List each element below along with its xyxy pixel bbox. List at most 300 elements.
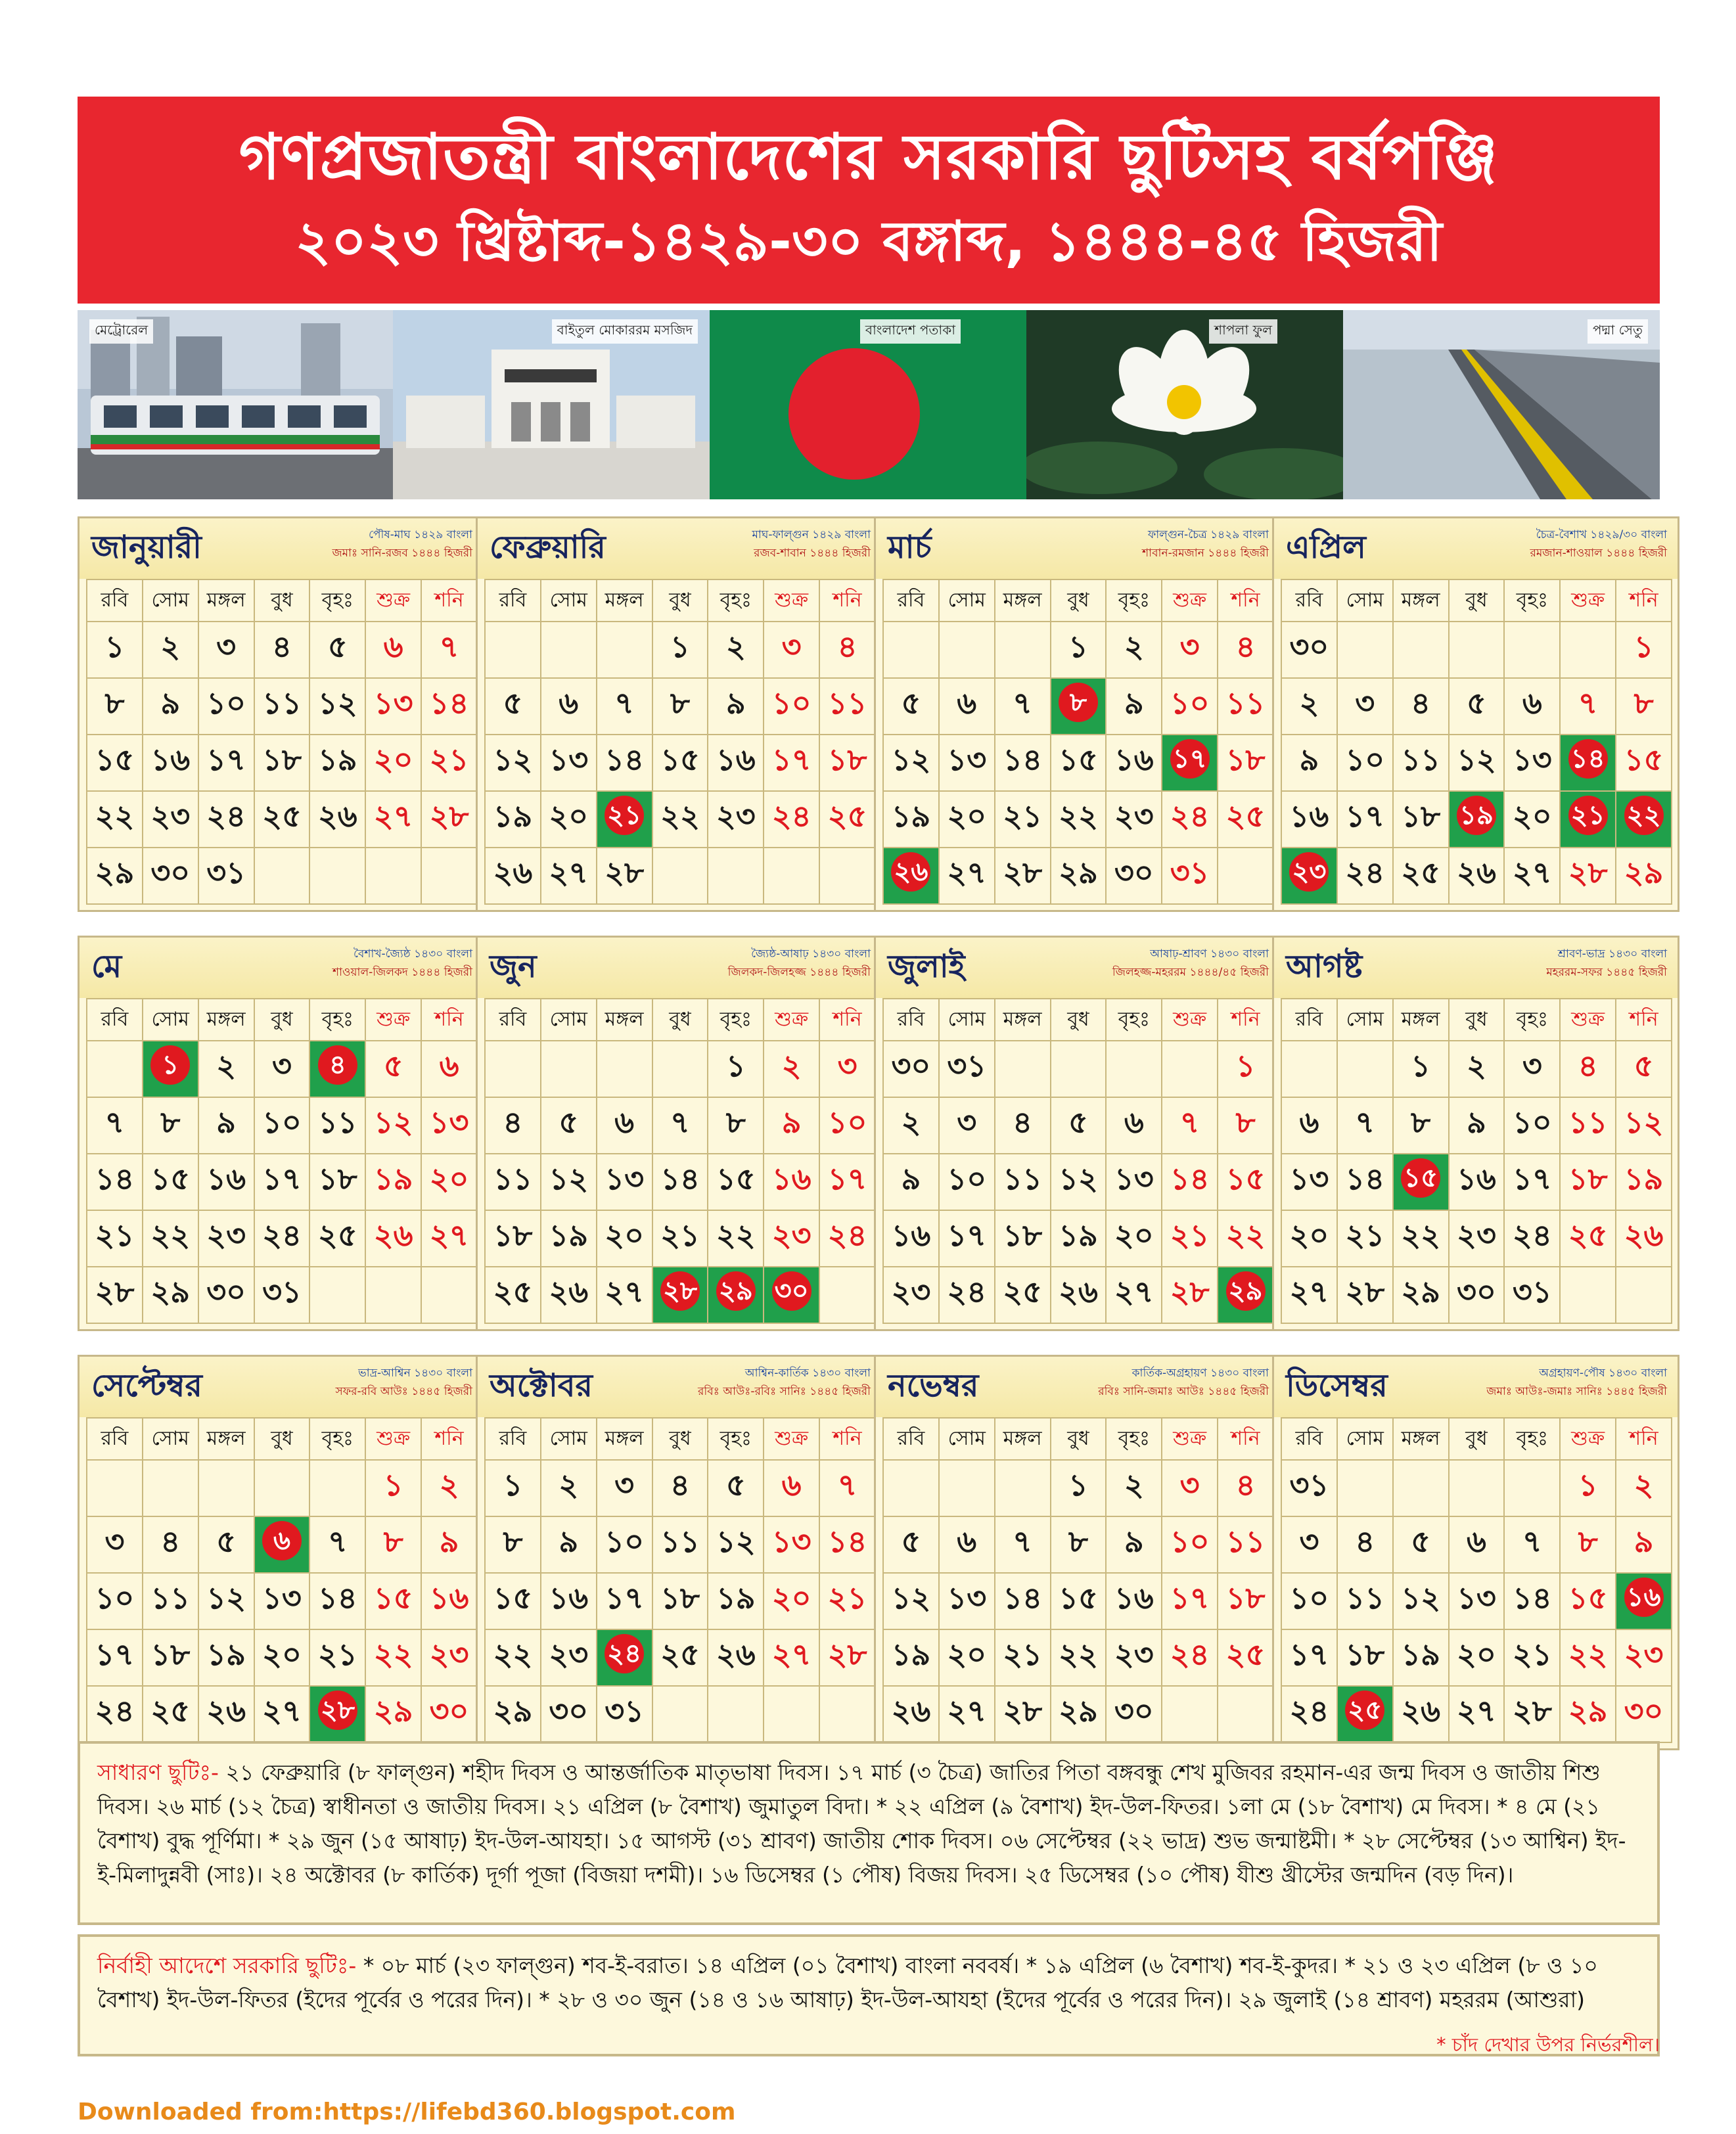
day-number: ২৫	[827, 798, 867, 834]
day-number: ১	[104, 629, 125, 665]
day-number: ১৭	[1170, 739, 1210, 779]
day-cell	[1393, 1460, 1449, 1516]
day-cell	[1106, 678, 1162, 735]
day-cell	[87, 735, 143, 791]
weekday-header: বুধ	[1051, 999, 1107, 1041]
day-cell	[1616, 735, 1672, 791]
day-cell	[87, 622, 143, 678]
day-number: ৯	[901, 1161, 921, 1197]
day-cell	[421, 1573, 477, 1629]
day-cell	[652, 1686, 708, 1742]
day-cell	[1560, 1267, 1616, 1323]
day-number: ৭	[1013, 685, 1033, 721]
day-number: ১	[1068, 1467, 1088, 1503]
weekday-header: শুক্র	[1162, 999, 1218, 1041]
day-cell	[87, 1686, 143, 1742]
day-number: ৫	[725, 1467, 746, 1503]
day-cell	[1504, 1573, 1560, 1629]
day-number: ৯	[1124, 1524, 1144, 1560]
day-cell	[1162, 1686, 1218, 1742]
day-number: ২৪	[605, 1634, 644, 1673]
day-number: ৭	[1355, 1104, 1375, 1141]
day-cell	[198, 1516, 254, 1573]
day-cell	[995, 622, 1051, 678]
day-cell	[1106, 1097, 1162, 1154]
day-number: ২১	[660, 1217, 700, 1254]
day-number: ২৮	[1512, 1693, 1552, 1729]
day-cell	[1218, 1686, 1273, 1742]
day-cell	[421, 1097, 477, 1154]
day-cell	[1560, 1516, 1616, 1573]
day-number: ২৬	[1624, 1217, 1664, 1254]
day-cell	[198, 1210, 254, 1267]
day-number: ৩১	[206, 855, 246, 890]
day-number: ১৯	[716, 1580, 756, 1616]
day-number: ২৬	[206, 1693, 246, 1729]
day-cell	[309, 1686, 365, 1742]
day-cell	[143, 1460, 198, 1516]
day-cell	[883, 1210, 939, 1267]
day-cell	[254, 1573, 310, 1629]
day-number: ১০	[95, 1580, 135, 1616]
day-cell	[198, 791, 254, 848]
day-cell	[1393, 1629, 1449, 1686]
month-card	[1272, 936, 1679, 1331]
weekday-header: রবি	[1281, 999, 1337, 1041]
day-number: ২৯	[95, 855, 135, 890]
day-table	[882, 998, 1274, 1324]
weekday-header: শনি	[1616, 579, 1672, 622]
day-cell	[1218, 1041, 1273, 1097]
day-number: ২৩	[891, 1274, 931, 1309]
month-name: অক্টোবর	[490, 1367, 593, 1404]
day-number: ২০	[549, 798, 589, 834]
day-cell	[652, 848, 708, 904]
day-cell	[1162, 1154, 1218, 1210]
day-cell	[143, 1267, 198, 1323]
day-number: ১৯	[317, 742, 357, 778]
day-number: ১৮	[262, 742, 302, 778]
day-number: ২৫	[317, 1217, 357, 1254]
day-number: ২৭	[947, 1693, 987, 1729]
day-number: ২৯	[1624, 855, 1664, 890]
day-cell	[143, 1686, 198, 1742]
title-banner	[78, 97, 1660, 304]
day-number: ৩	[781, 629, 802, 665]
day-cell	[1616, 1097, 1672, 1154]
day-cell	[1393, 1097, 1449, 1154]
day-number: ৪	[670, 1467, 690, 1503]
day-cell	[254, 1154, 310, 1210]
day-cell	[254, 735, 310, 791]
day-number: ১১	[317, 1104, 357, 1141]
day-cell	[1051, 1573, 1107, 1629]
day-number: ২১	[1512, 1637, 1552, 1673]
month-hijri-range: রবিঃ আউঃ-রবিঃ সানিঃ ১৪৪৫ হিজরী	[698, 1385, 871, 1398]
day-number: ১৫	[1225, 1161, 1266, 1197]
month-name: নভেম্বর	[888, 1367, 979, 1404]
day-number: ৬	[957, 1524, 977, 1560]
day-cell	[939, 1154, 995, 1210]
day-cell	[485, 1267, 541, 1323]
weekday-header: মঙ্গল	[597, 999, 652, 1041]
weekday-header: শনি	[421, 579, 477, 622]
day-number: ৩১	[947, 1048, 987, 1084]
day-cell	[1616, 848, 1672, 904]
day-number: ৫	[1467, 685, 1486, 721]
day-cell	[485, 1516, 541, 1573]
month-hijri-range: রমজান-শাওয়াল ১৪৪৪ হিজরী	[1530, 547, 1667, 560]
day-cell	[541, 1460, 597, 1516]
day-number: ১৫	[1059, 1580, 1098, 1616]
day-cell	[143, 791, 198, 848]
day-cell	[883, 791, 939, 848]
day-number: ১২	[317, 685, 357, 721]
weekday-header: মঙ্গল	[597, 579, 652, 622]
day-cell	[819, 735, 875, 791]
day-cell	[421, 735, 477, 791]
day-number: ১৯	[1401, 1637, 1440, 1673]
day-cell	[708, 848, 764, 904]
day-cell	[1560, 735, 1616, 791]
day-number: ২	[901, 1104, 921, 1141]
day-cell	[421, 848, 477, 904]
day-number: ২৮	[1003, 855, 1042, 890]
day-cell	[1616, 791, 1672, 848]
day-number: ১৫	[1624, 742, 1664, 778]
day-cell	[819, 1210, 875, 1267]
day-cell	[995, 1573, 1051, 1629]
day-number: ২৭	[1114, 1274, 1154, 1309]
weekday-header: মঙ্গল	[1393, 579, 1449, 622]
day-number: ১১	[827, 685, 867, 721]
month-card	[78, 936, 485, 1331]
day-number: ১	[725, 1048, 746, 1084]
day-cell	[421, 1210, 477, 1267]
day-number: ৩০	[1114, 1693, 1154, 1729]
day-cell	[1162, 1629, 1218, 1686]
weekday-header: রবি	[1281, 579, 1337, 622]
weekday-header: শনি	[1616, 999, 1672, 1041]
day-number: ২৬	[373, 1217, 413, 1254]
day-number: ৩	[614, 1467, 635, 1503]
day-cell	[995, 678, 1051, 735]
day-number: ১৯	[891, 798, 931, 834]
day-number: ১	[1411, 1048, 1431, 1084]
day-cell	[485, 1154, 541, 1210]
day-cell	[597, 622, 652, 678]
day-cell	[1051, 848, 1107, 904]
day-number: ১০	[605, 1524, 644, 1560]
day-cell	[708, 1516, 764, 1573]
day-cell	[995, 848, 1051, 904]
day-number: ১৪	[1345, 1161, 1385, 1197]
day-number: ৬	[1466, 1524, 1486, 1560]
day-cell	[1218, 1097, 1273, 1154]
day-cell	[541, 1629, 597, 1686]
month-hijri-range: সফর-রবি আউঃ ১৪৪৫ হিজরী	[335, 1385, 472, 1398]
day-number: ১৬	[771, 1161, 811, 1197]
day-number: ১২	[1401, 1580, 1440, 1616]
month-name: সেপ্টেম্বর	[91, 1367, 202, 1404]
day-number: ৩	[104, 1524, 125, 1560]
day-cell	[1393, 1210, 1449, 1267]
weekday-header: মঙ্গল	[1393, 1418, 1449, 1460]
day-cell	[87, 1516, 143, 1573]
month-bangla-range: ভাদ্র-আশ্বিন ১৪৩০ বাংলা	[358, 1367, 472, 1380]
day-cell	[198, 1460, 254, 1516]
day-number: ৯	[725, 685, 746, 721]
day-number: ২৫	[1225, 1637, 1266, 1673]
weekday-header: রবি	[1281, 1418, 1337, 1460]
day-cell	[421, 678, 477, 735]
day-cell	[309, 1267, 365, 1323]
day-number: ৪	[160, 1524, 181, 1560]
day-cell	[883, 1460, 939, 1516]
day-cell	[485, 735, 541, 791]
day-number: ১৬	[716, 742, 756, 778]
weekday-header: বুধ	[1449, 579, 1505, 622]
weekday-header: রবি	[485, 999, 541, 1041]
day-number: ২৯	[373, 1693, 413, 1729]
day-cell	[365, 1097, 421, 1154]
day-cell	[1337, 1097, 1393, 1154]
day-cell	[541, 1097, 597, 1154]
month-name: ফেব্রুয়ারি	[490, 529, 606, 566]
weekday-header: সোম	[939, 579, 995, 622]
day-number: ২৯	[150, 1274, 191, 1309]
day-number: ৯	[1124, 685, 1144, 721]
day-number: ১৭	[95, 1637, 135, 1673]
day-cell	[1106, 1573, 1162, 1629]
day-cell	[764, 1629, 819, 1686]
day-number: ৩১	[1170, 855, 1210, 890]
day-cell	[1616, 1154, 1672, 1210]
day-number: ৮	[1633, 685, 1654, 721]
day-number: ৮	[1235, 1104, 1256, 1141]
month-bangla-range: চৈত্র-বৈশাখ ১৪২৯/৩০ বাংলা	[1536, 528, 1667, 541]
day-cell	[1218, 1460, 1273, 1516]
weekday-header: রবি	[87, 579, 143, 622]
weekday-header: শনি	[1616, 1418, 1672, 1460]
day-cell	[764, 1686, 819, 1742]
day-number: ১	[670, 629, 690, 665]
day-cell	[365, 848, 421, 904]
day-number: ২৭	[373, 798, 413, 834]
day-cell	[485, 1210, 541, 1267]
day-cell	[143, 1210, 198, 1267]
metrorail-photo	[78, 310, 393, 499]
day-cell	[541, 848, 597, 904]
day-number: ২৩	[150, 798, 191, 834]
day-cell	[597, 1629, 652, 1686]
day-cell	[1218, 848, 1273, 904]
day-number: ১০	[947, 1161, 987, 1197]
day-cell	[1393, 678, 1449, 735]
day-cell	[1504, 1097, 1560, 1154]
day-number: ২৪	[947, 1274, 987, 1309]
day-number: ১১	[493, 1161, 533, 1197]
day-cell	[309, 1210, 365, 1267]
day-number: ১৬	[1457, 1161, 1496, 1197]
day-cell	[1504, 1267, 1560, 1323]
day-number: ২৪	[1170, 798, 1210, 834]
day-cell	[1449, 1210, 1505, 1267]
weekday-header: শুক্র	[365, 999, 421, 1041]
day-cell	[309, 1041, 365, 1097]
weekday-header: শুক্র	[1162, 1418, 1218, 1460]
day-cell	[198, 1154, 254, 1210]
day-cell	[1106, 1629, 1162, 1686]
day-number: ২৪	[1289, 1693, 1329, 1729]
day-cell	[1616, 1629, 1672, 1686]
day-number: ১৫	[150, 1161, 191, 1197]
day-cell	[1337, 678, 1393, 735]
day-number: ২	[725, 629, 746, 665]
month-bangla-range: পৌষ-মাঘ ১৪২৯ বাংলা	[369, 528, 472, 541]
day-number: ১৮	[660, 1580, 700, 1616]
day-cell	[309, 1629, 365, 1686]
weekday-header: সোম	[143, 999, 198, 1041]
day-cell	[365, 1210, 421, 1267]
day-cell	[1337, 1686, 1393, 1742]
month-header	[876, 1357, 1279, 1417]
day-number: ১	[150, 1045, 190, 1085]
day-cell	[995, 735, 1051, 791]
day-number: ৬	[781, 1467, 802, 1503]
day-cell	[708, 791, 764, 848]
day-cell	[1162, 848, 1218, 904]
weekday-header: সোম	[939, 1418, 995, 1460]
day-cell	[597, 735, 652, 791]
day-cell	[254, 848, 310, 904]
day-number: ৬	[957, 685, 977, 721]
day-number: ২৪	[95, 1693, 135, 1729]
day-number: ১১	[660, 1524, 700, 1560]
day-cell	[1616, 1210, 1672, 1267]
day-cell	[1616, 1686, 1672, 1742]
month-bangla-range: শ্রাবণ-ভাদ্র ১৪৩০ বাংলা	[1557, 947, 1667, 961]
day-cell	[1504, 791, 1560, 848]
day-cell	[1218, 1210, 1273, 1267]
day-number: ৩	[1522, 1048, 1542, 1084]
day-cell	[819, 1573, 875, 1629]
month-header	[80, 518, 483, 579]
day-number: ২	[439, 1467, 459, 1503]
day-cell	[883, 1629, 939, 1686]
weekday-header: মঙ্গল	[995, 579, 1051, 622]
weekday-header: শুক্র	[365, 1418, 421, 1460]
weekday-header: সোম	[939, 999, 995, 1041]
day-number: ২২	[1059, 798, 1098, 834]
day-number: ১৪	[1003, 1580, 1042, 1616]
day-number: ১৯	[493, 798, 533, 834]
month-header	[80, 1357, 483, 1417]
day-cell	[1449, 848, 1505, 904]
day-cell	[1393, 1573, 1449, 1629]
day-cell	[819, 622, 875, 678]
day-cell	[708, 1267, 764, 1323]
day-number: ৩	[271, 1048, 292, 1084]
day-cell	[365, 1686, 421, 1742]
day-cell	[597, 1154, 652, 1210]
day-number: ১৮	[1225, 742, 1266, 778]
day-cell	[198, 1686, 254, 1742]
day-cell	[1449, 1097, 1505, 1154]
day-number: ২০	[429, 1161, 469, 1197]
day-cell	[708, 1629, 764, 1686]
day-cell	[1218, 622, 1273, 678]
day-cell	[1281, 1573, 1337, 1629]
day-cell	[198, 622, 254, 678]
day-number: ৮	[1578, 1524, 1598, 1560]
day-cell	[1337, 622, 1393, 678]
day-cell	[254, 1041, 310, 1097]
month-name: মার্চ	[888, 529, 932, 566]
day-cell	[939, 1629, 995, 1686]
day-number: ৩০	[1289, 629, 1329, 665]
day-number: ৩	[1355, 685, 1375, 721]
padma-bridge-photo	[1343, 310, 1660, 499]
day-cell	[883, 1097, 939, 1154]
day-cell	[652, 1516, 708, 1573]
day-number: ১৯	[1059, 1217, 1098, 1254]
day-number: ১৭	[605, 1580, 644, 1616]
day-number: ২	[1124, 629, 1144, 665]
weekday-header: শুক্র	[1560, 999, 1616, 1041]
day-cell	[1560, 678, 1616, 735]
day-cell	[1218, 791, 1273, 848]
day-cell	[87, 1460, 143, 1516]
month-hijri-range: জিলকদ-জিলহজ্জ ১৪৪৪ হিজরী	[727, 966, 871, 979]
day-number: ৩০	[1114, 855, 1154, 890]
day-cell	[883, 1573, 939, 1629]
day-cell	[652, 1210, 708, 1267]
day-number: ২৫	[262, 798, 302, 834]
day-number: ১৪	[1568, 739, 1608, 779]
day-cell	[198, 1267, 254, 1323]
month-card	[78, 1355, 485, 1750]
day-number: ২	[1466, 1048, 1486, 1084]
day-number: ৬	[1299, 1104, 1319, 1141]
day-number: ১৫	[373, 1580, 413, 1616]
day-cell	[939, 1097, 995, 1154]
day-cell	[1449, 735, 1505, 791]
day-cell	[1281, 735, 1337, 791]
day-cell	[1560, 622, 1616, 678]
day-cell	[1281, 1267, 1337, 1323]
day-cell	[819, 1629, 875, 1686]
month-bangla-range: আষাঢ়-শ্রাবণ ১৪৩০ বাংলা	[1150, 947, 1269, 961]
day-cell	[485, 1573, 541, 1629]
day-number: ১৭	[947, 1217, 987, 1254]
day-number: ৩	[1179, 629, 1200, 665]
weekday-header: মঙ্গল	[198, 579, 254, 622]
day-cell	[708, 1573, 764, 1629]
day-number: ১৫	[95, 742, 135, 778]
day-cell	[597, 1041, 652, 1097]
day-cell	[708, 1686, 764, 1742]
day-cell	[87, 1267, 143, 1323]
day-cell	[652, 1629, 708, 1686]
month-name: এপ্রিল	[1286, 529, 1366, 566]
month-bangla-range: জ্যৈষ্ঠ-আষাঢ় ১৪৩০ বাংলা	[751, 947, 871, 961]
day-number: ২০	[771, 1580, 811, 1616]
day-cell	[1051, 1097, 1107, 1154]
day-number: ২০	[947, 798, 987, 834]
day-cell	[309, 678, 365, 735]
day-cell	[1106, 1267, 1162, 1323]
